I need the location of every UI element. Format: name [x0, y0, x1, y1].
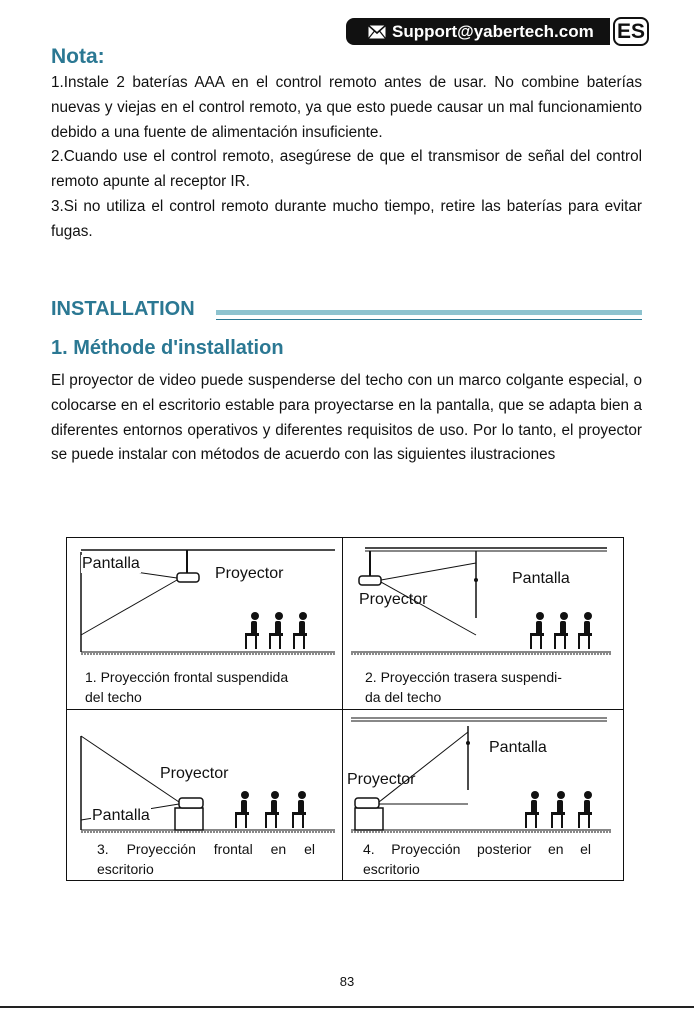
support-email: Support@yabertech.com: [392, 22, 594, 41]
screen-label: Pantalla: [512, 570, 570, 587]
caption-line: 4. Proyección posterior en el: [363, 841, 591, 857]
language-badge: ES: [613, 17, 649, 46]
nota-item: 2.Cuando use el control remoto, asegúrese de que el transmisor de señal del control remoto apunte al receptor IR.: [51, 148, 642, 191]
support-email-badge: [346, 18, 610, 45]
diagram-caption: [365, 667, 615, 707]
installation-section-header: [51, 297, 642, 321]
nota-list: [51, 71, 642, 245]
page-number: 83: [339, 974, 355, 989]
screen-label: Pantalla: [82, 555, 140, 572]
method-title: 1. Méthode d'installation: [51, 337, 284, 359]
caption-line: 2. Proyección trasera suspendi-: [365, 669, 562, 685]
nota-item: 3.Si no utiliza el control remoto durante mucho tiempo, retire las baterías para evitar fugas.: [51, 197, 642, 240]
nota-title: Nota:: [51, 45, 105, 68]
installation-diagram-grid: [66, 537, 624, 881]
caption-line: 3. Proyección frontal en el: [97, 841, 315, 857]
section-title: INSTALLATION: [51, 297, 201, 321]
intro-paragraph: El proyector de video puede suspenderse del techo con un marco colgante especial, o colocarse en el escritorio estable para proyectarse en la pantalla, que se adapta bien a diferentes entornos operativos y diferentes requisitos de uso. Por lo tanto, el proyector se puede instalar con métodos de acuerdo con las siguientes ilustraciones: [51, 372, 642, 464]
diagram-caption: [363, 839, 591, 879]
screen-label: Pantalla: [489, 739, 547, 756]
diagram-rear-desktop: [343, 710, 624, 881]
caption-line: del techo: [85, 689, 142, 705]
projector-label: Proyector: [215, 565, 284, 582]
nota-item: 1.Instale 2 baterías AAA en el control remoto antes de usar. No combine baterías nuevas y viejas en el control remoto, ya que esto puede causar un mal funcionamiento debido a una fuente de alimentación insuficiente.: [51, 74, 642, 141]
diagram-front-desktop: [67, 710, 342, 881]
section-rule: [216, 310, 642, 315]
diagram-rear-ceiling: [343, 538, 624, 709]
caption-line: 1. Proyección frontal suspendida: [85, 669, 289, 685]
diagram-front-ceiling: [67, 538, 342, 709]
caption-line: escritorio: [97, 861, 154, 877]
projector-label: Proyector: [359, 591, 428, 608]
screen-label: Pantalla: [92, 807, 150, 824]
bottom-rule: [0, 1006, 694, 1008]
diagram-caption: [97, 839, 315, 879]
projector-label: Proyector: [160, 765, 229, 782]
envelope-icon: [368, 25, 386, 39]
section-rule-thin: [216, 319, 642, 320]
caption-line: escritorio: [363, 861, 420, 877]
diagram-caption: [85, 667, 330, 707]
caption-line: da del techo: [365, 689, 442, 705]
projector-label: Proyector: [347, 771, 416, 788]
